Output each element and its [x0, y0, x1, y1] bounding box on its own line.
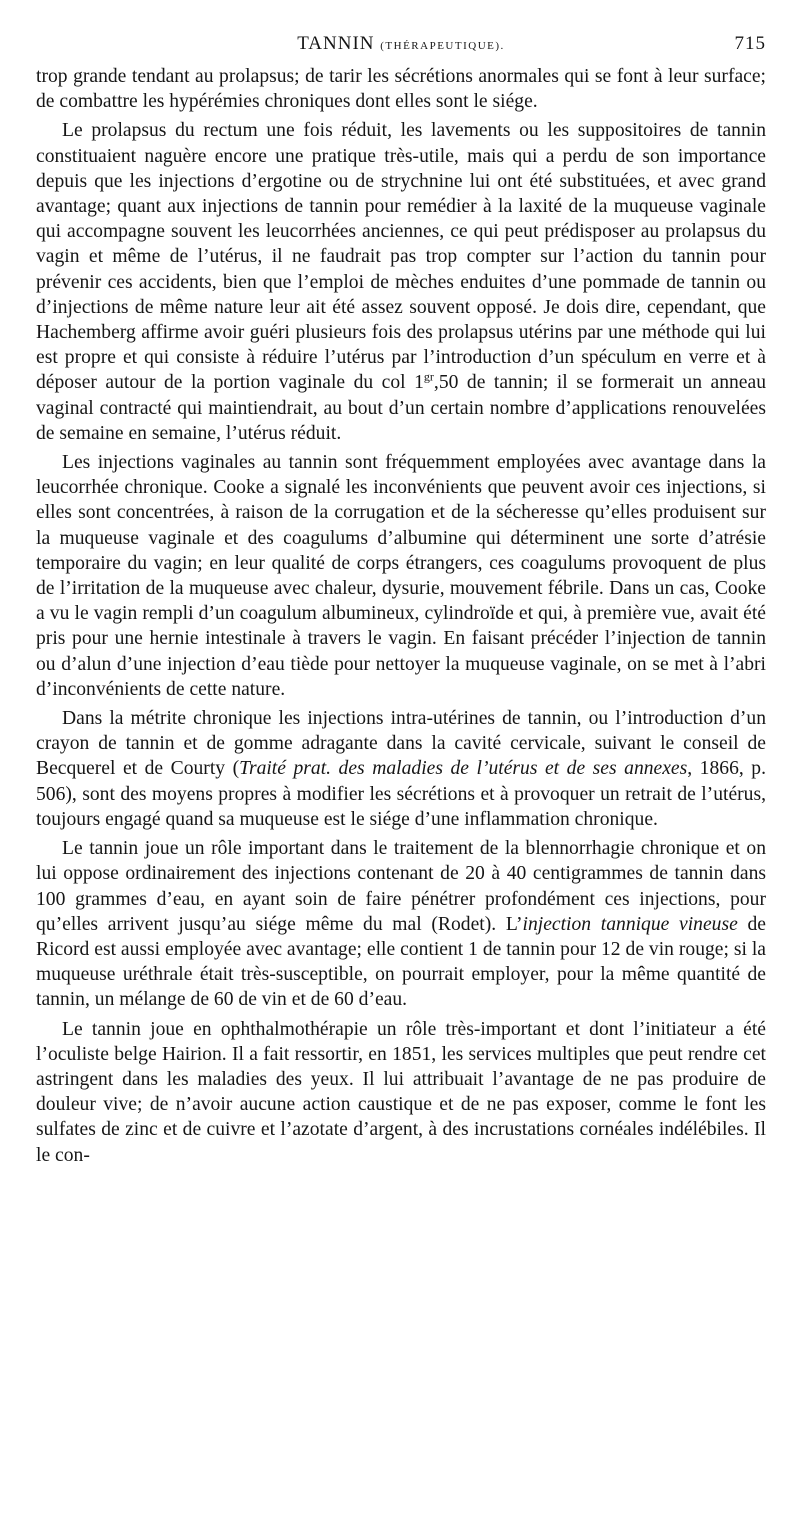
paragraph-prolapsus — [36, 118, 766, 446]
running-head-subtitle: (THÉRAPEUTIQUE). — [380, 40, 505, 52]
paragraph-metrite-text: Dans la métrite chronique les injections intra-utérines de tannin, ou l’introduction d’un crayon de tannin et de gomme adragante dans la cavité cervicale, suivant le conseil de Becquerel et de Courty ( — [36, 708, 766, 780]
running-head — [36, 33, 766, 57]
dose-unit-superscript: gr — [423, 369, 434, 384]
book-citation: Traité prat. des maladies de l’utérus et de ses annexes — [239, 758, 688, 780]
paragraph-blennorrhagie-tail: de Ricord est aussi employée avec avantage; elle contient 1 de tannin pour 12 de vin rouge; si la muqueuse uréthrale était très-susceptible, on pourrait employer, pour la même quantité de tannin, un mélange de 60 de vin et de 60 d’eau. — [36, 913, 766, 1011]
dose-number: 1 — [405, 372, 424, 394]
paragraph-metrite-tail: , 1866, p. 506), sont des moyens propres à modifier les sécrétions et à provoquer un retrait de l’utérus, toujours engagé quand sa muqueuse est le siége d’une inflammation chronique. — [36, 758, 766, 830]
body-text — [36, 64, 766, 1172]
paragraph-prolapsus-tail: ,50 de tannin; il se formerait un anneau vaginal contracté qui maintiendrait, au bout d’un certain nombre d’applications renouvelées de semaine en semaine, l’utérus réduit. — [36, 372, 766, 444]
page-number: 715 — [734, 33, 766, 54]
paragraph-prolapsus-text: Le prolapsus du rectum une fois réduit, les lavements ou les suppositoires de tannin constituaient naguère encore une pratique très-utile, mais qui a perdu de son importance depuis que les injections d’ergotine ou de strychnine lui ont été substituées, et avec grand avantage; quant aux injections de tannin pour remédier à la laxité de la muqueuse vaginale qui accompagne souvent les leucorrhées anciennes, ce qui peut prédisposer au prolapsus du vagin et même de l’utérus, il ne faudrait pas trop compter sur l’action du tannin pour prévenir ces accidents, bien que l’emploi de mèches enduites d’une pommade de tannin ou d’injections de même nature leur ait été assez souvent opposé. Je dois dire, cependant, que Hachemberg affirme avoir guéri plusieurs fois des prolapsus utérins par une méthode qui lui est propre et qui consiste à réduire l’utérus par l’introduction d’un spéculum en verre et à déposer autour de la portion vaginale du col — [36, 120, 766, 394]
paragraph-injections-vaginales: Les injections vaginales au tannin sont fréquemment employées avec avantage dans la leucorrhée chronique. Cooke a signalé les inconvénients que peuvent avoir ces injections, si elles sont concentrées, à raison de la corrugation et de la sécheresse qu’elles produisent sur la muqueuse vaginale et des coagulums d’albumine qui déterminent une sorte d’atrésie temporaire du vagin; en leur qualité de corps étrangers, ces coagulums provoquent de plus de l’irritation de la muqueuse avec chaleur, dysurie, mouvement fébrile. Dans un cas, Cooke a vu le vagin rempli d’un coagulum albumineux, cylindroïde et qui, à première vue, avait été pris pour une hernie intestinale à travers le vagin. En faisant précéder l’injection de tannin ou d’alun d’une injection d’eau tiède pour nettoyer la muqueuse vaginale, on se met à l’abri d’inconvénients de cette nature. — [36, 452, 766, 700]
paragraph-continuation: trop grande tendant au prolapsus; de tarir les sécrétions anormales qui se font à leur surface; de combattre les hypérémies chroniques dont elles sont le siége. — [36, 66, 766, 113]
paragraph-ophthalmotherapie: Le tannin joue en ophthalmothérapie un rôle très-important et dont l’initiateur a été l’oculiste belge Hairion. Il a fait ressortir, en 1851, les services multiples que peut rendre cet astringent dans les maladies des yeux. Il lui attribuait l’avantage de ne pas produire de douleur vive; de n’avoir aucune action caustique et de ne pas exposer, comme le font les sulfates de zinc et de cuivre et l’azotate d’argent, à des incrustations cornéales indélébiles. Il le con- — [36, 1018, 766, 1166]
injection-name: injection tannique vineuse — [522, 913, 738, 935]
running-head-title — [36, 33, 766, 55]
paragraph-blennorrhagie — [36, 836, 766, 1012]
paragraph-blennorrhagie-text: Le tannin joue un rôle important dans le traitement de la blennorrhagie chronique et on lui oppose ordinairement des injections contenant de 20 à 40 centigrammes de tannin dans 100 grammes d’eau, en ayant soin de faire pénétrer profondément ces injections, pour qu’elles arrivent jusqu’au siége même du mal (Rodet). L’ — [36, 838, 766, 935]
running-head-main: TANNIN — [297, 33, 375, 54]
paragraph-metrite — [36, 706, 766, 832]
book-page — [36, 0, 766, 1524]
